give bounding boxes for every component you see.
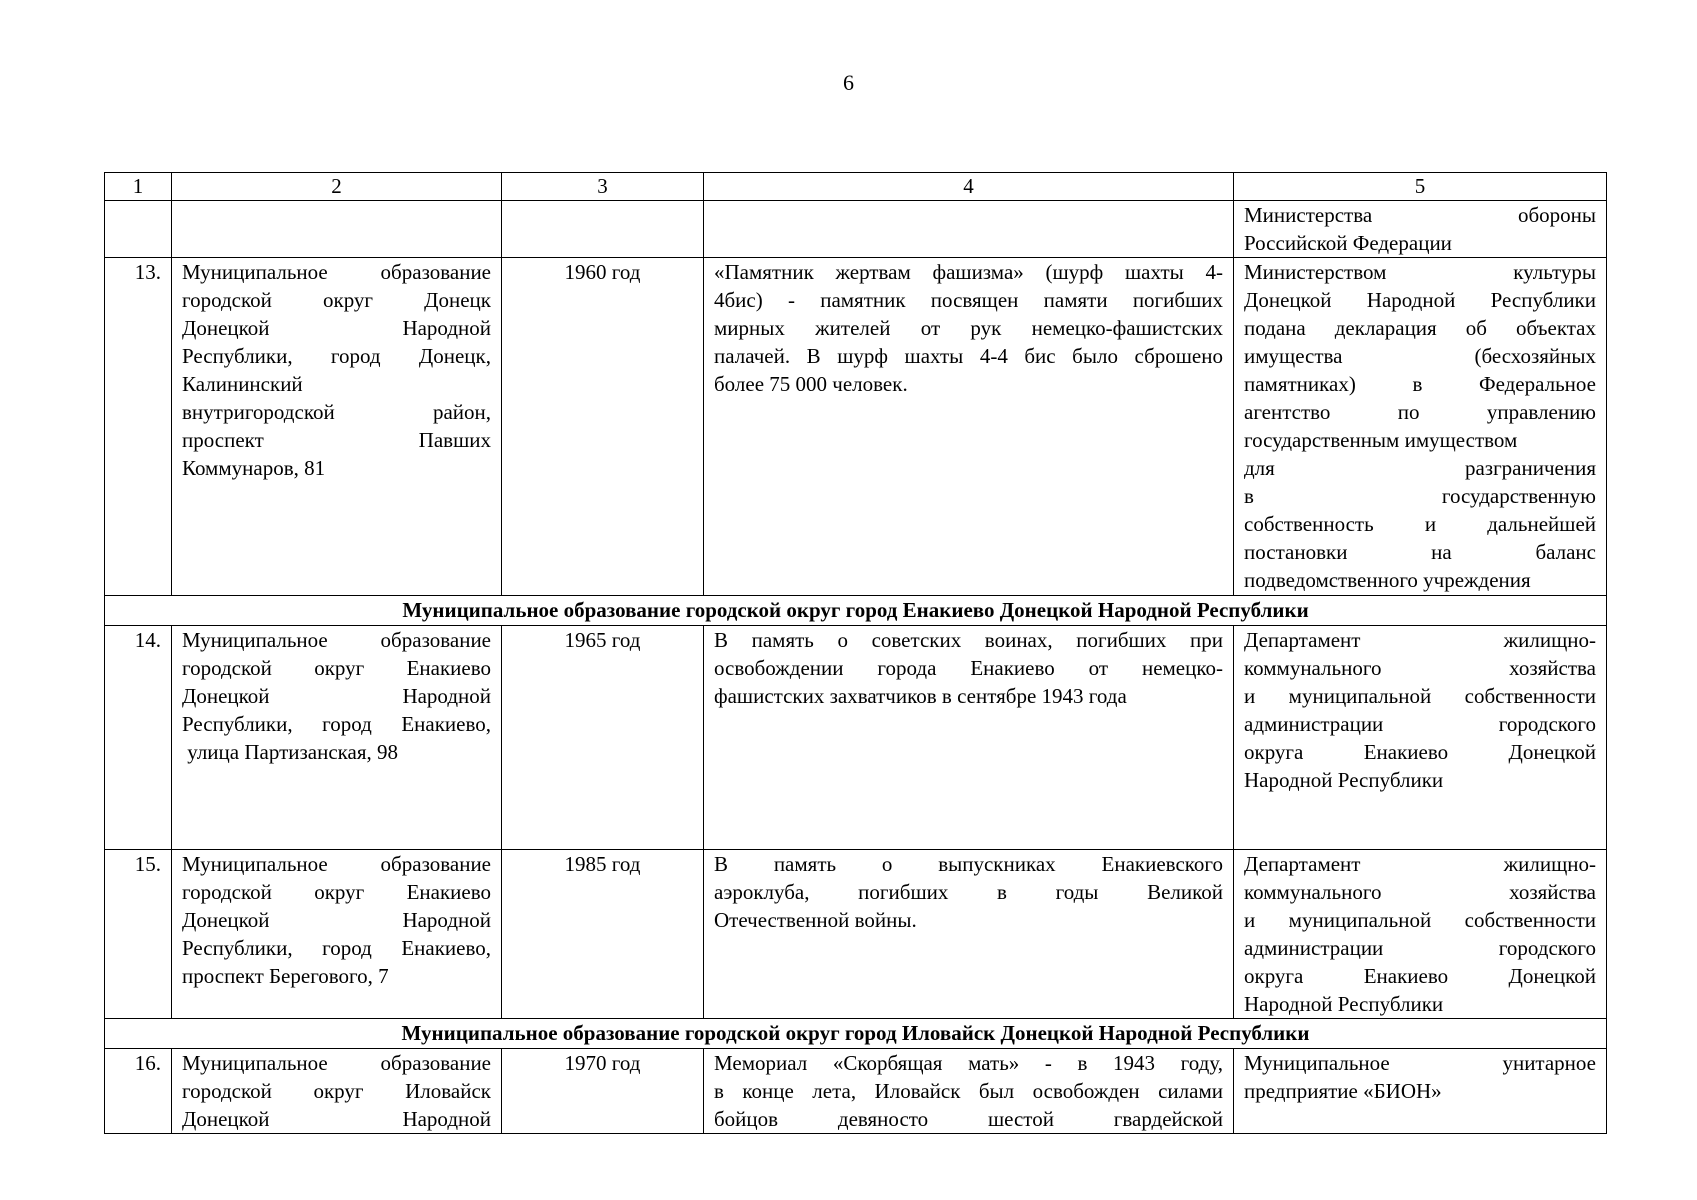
header-cell-4: 4 [704, 173, 1234, 201]
description-line: фашистских захватчиков в сентябре 1943 года [714, 684, 1127, 708]
section-row-ilovaisk [105, 1019, 1607, 1049]
responsible-line: имущества (бесхозяйных [1244, 344, 1596, 368]
responsible-line: и муниципальной собственности [1244, 908, 1596, 932]
page-number: 6 [843, 70, 854, 95]
responsible-line: коммунального хозяйства [1244, 880, 1596, 904]
year-cell [502, 201, 704, 258]
address-line: внутригородской район, [182, 400, 491, 424]
address-cell [172, 201, 502, 258]
responsible-line: агентство по управлению [1244, 400, 1596, 424]
description-line: Отечественной войны. [714, 908, 917, 932]
description-line: бойцов девяносто шестой гвардейской [714, 1107, 1223, 1131]
description-cell [704, 1049, 1234, 1134]
responsible-line: Министерством культуры [1244, 260, 1596, 284]
responsible-cell [1234, 1049, 1607, 1134]
address-line: Республики, город Енакиево, [182, 712, 491, 736]
table-row-15 [105, 850, 1607, 1019]
table-row-14 [105, 626, 1607, 850]
section-heading: Муниципальное образование городской округ город Иловайск Донецкой Народной Республики [105, 1019, 1607, 1049]
responsible-line: государственным имуществом [1244, 428, 1518, 452]
row-number-cell [105, 201, 172, 258]
address-line: Калининский [182, 372, 303, 396]
table-row-continued [105, 201, 1607, 258]
row-number-cell: 15. [105, 850, 172, 1019]
section-row-enakievo [105, 596, 1607, 626]
description-cell [704, 258, 1234, 596]
responsible-line: Народной Республики [1244, 992, 1444, 1016]
address-line: городской округ Иловайск [182, 1079, 491, 1103]
responsible-line: администрации городского [1244, 712, 1596, 736]
header-cell-5: 5 [1234, 173, 1607, 201]
address-line: Коммунаров, 81 [182, 456, 326, 480]
address-line: проспект Павших [182, 428, 491, 452]
description-line: мирных жителей от рук немецко-фашистских [714, 316, 1223, 340]
description-line: освобождении города Енакиево от немецко- [714, 656, 1223, 680]
responsible-line: администрации городского [1244, 936, 1596, 960]
description-line: Мемориал «Скорбящая мать» - в 1943 году, [714, 1051, 1223, 1075]
address-line: городской округ Енакиево [182, 880, 491, 904]
responsible-cell [1234, 258, 1607, 596]
responsible-line: памятниках) в Федеральное [1244, 372, 1596, 396]
description-line: в конце лета, Иловайск был освобожден силами [714, 1079, 1223, 1103]
description-cell [704, 626, 1234, 850]
header-cell-3: 3 [502, 173, 704, 201]
year-cell: 1985 год [502, 850, 704, 1019]
description-line: палачей. В шурф шахты 4-4 бис было сброшено [714, 344, 1223, 368]
responsible-line: округа Енакиево Донецкой [1244, 964, 1596, 988]
year-cell: 1960 год [502, 258, 704, 596]
address-cell [172, 626, 502, 850]
responsible-line: Народной Республики [1244, 768, 1444, 792]
address-line: Донецкой Народной [182, 1107, 491, 1131]
description-line: В память о выпускниках Енакиевского [714, 852, 1223, 876]
address-line: Республики, город Донецк, [182, 344, 491, 368]
responsible-cell [1234, 626, 1607, 850]
table-row-16 [105, 1049, 1607, 1134]
address-line: Муниципальное образование [182, 852, 491, 876]
responsible-cell [1234, 850, 1607, 1019]
address-line: городской округ Енакиево [182, 656, 491, 680]
description-line: аэроклуба, погибших в годы Великой [714, 880, 1223, 904]
responsible-cell [1234, 201, 1607, 258]
address-line: городской округ Донецк [182, 288, 491, 312]
description-line: В память о советских воинах, погибших при [714, 628, 1223, 652]
responsible-line: для разграничения [1244, 456, 1596, 480]
row-number-cell: 16. [105, 1049, 172, 1134]
description-line: более 75 000 человек. [714, 372, 908, 396]
address-line: Республики, город Енакиево, [182, 936, 491, 960]
responsible-line: и муниципальной собственности [1244, 684, 1596, 708]
address-line: Муниципальное образование [182, 628, 491, 652]
responsible-line: предприятие «БИОН» [1244, 1079, 1442, 1103]
monuments-table [104, 172, 1607, 1134]
responsible-line: собственность и дальнейшей [1244, 512, 1596, 536]
section-heading: Муниципальное образование городской округ город Енакиево Донецкой Народной Республики [105, 596, 1607, 626]
responsible-line: коммунального хозяйства [1244, 656, 1596, 680]
responsible-line: округа Енакиево Донецкой [1244, 740, 1596, 764]
address-line: Муниципальное образование [182, 1051, 491, 1075]
responsible-line: в государственную [1244, 484, 1596, 508]
address-cell [172, 1049, 502, 1134]
year-cell: 1965 год [502, 626, 704, 850]
description-cell [704, 201, 1234, 258]
responsible-line: подведомственного учреждения [1244, 568, 1531, 592]
responsible-line: Департамент жилищно- [1244, 852, 1596, 876]
responsible-line: Муниципальное унитарное [1244, 1051, 1596, 1075]
description-cell [704, 850, 1234, 1019]
responsible-line: подана декларация об объектах [1244, 316, 1596, 340]
responsible-line: постановки на баланс [1244, 540, 1596, 564]
description-line: 4бис) - памятник посвящен памяти погибших [714, 288, 1223, 312]
address-line: Донецкой Народной [182, 316, 491, 340]
responsible-line: Российской Федерации [1244, 231, 1452, 255]
row-number-cell: 13. [105, 258, 172, 596]
responsible-line: Департамент жилищно- [1244, 628, 1596, 652]
address-line: Муниципальное образование [182, 260, 491, 284]
responsible-line: Донецкой Народной Республики [1244, 288, 1596, 312]
description-line: «Памятник жертвам фашизма» (шурф шахты 4- [714, 260, 1223, 284]
responsible-line: Министерства обороны [1244, 203, 1596, 227]
header-cell-2: 2 [172, 173, 502, 201]
header-cell-1: 1 [105, 173, 172, 201]
row-number-cell: 14. [105, 626, 172, 850]
address-line: проспект Берегового, 7 [182, 964, 389, 988]
address-cell [172, 258, 502, 596]
address-line: Донецкой Народной [182, 684, 491, 708]
address-line: Донецкой Народной [182, 908, 491, 932]
year-cell: 1970 год [502, 1049, 704, 1134]
table-header-row [105, 173, 1607, 201]
table-row-13 [105, 258, 1607, 596]
address-cell [172, 850, 502, 1019]
address-line: улица Партизанская, 98 [182, 740, 399, 764]
